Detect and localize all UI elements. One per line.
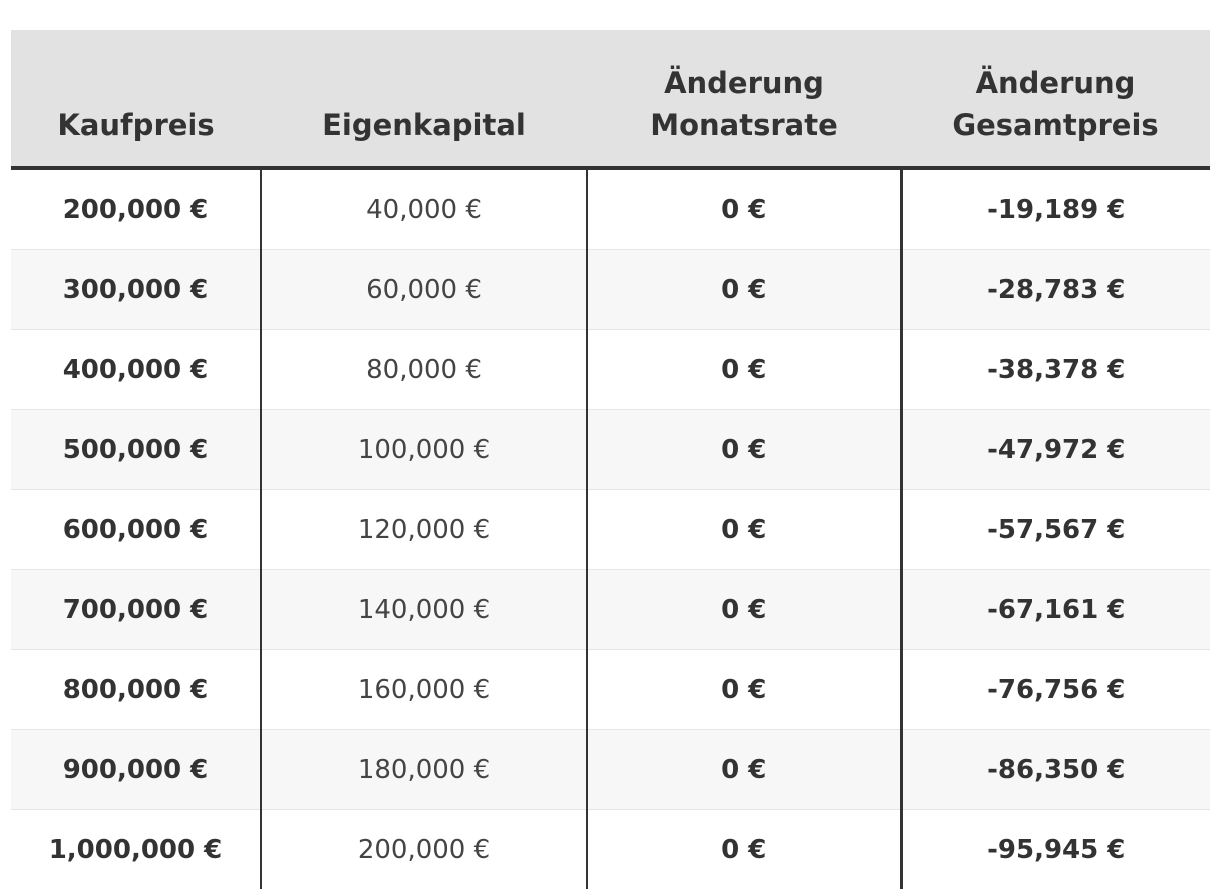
cell-kaufpreis: 500,000 €: [11, 410, 261, 490]
header-gesamtpreis-line2: Gesamtpreis: [952, 108, 1158, 142]
cell-aenderung-gesamtpreis: -28,783 €: [901, 250, 1210, 330]
cell-kaufpreis: 200,000 €: [11, 168, 261, 250]
table-row: [11, 410, 1210, 490]
header-gesamtpreis-line1: Änderung: [976, 66, 1136, 100]
cell-aenderung-gesamtpreis: -67,161 €: [901, 570, 1210, 650]
cell-aenderung-gesamtpreis: -76,756 €: [901, 650, 1210, 730]
header-aenderung-monatsrate: [587, 30, 901, 168]
cell-kaufpreis: 800,000 €: [11, 650, 261, 730]
cell-aenderung-gesamtpreis: -38,378 €: [901, 330, 1210, 410]
table-body: [11, 168, 1210, 889]
header-monatsrate-line2: Monatsrate: [650, 108, 838, 142]
table-row: [11, 650, 1210, 730]
cell-aenderung-gesamtpreis: -19,189 €: [901, 168, 1210, 250]
cell-kaufpreis: 1,000,000 €: [11, 810, 261, 889]
table-row: [11, 250, 1210, 330]
cell-eigenkapital: 100,000 €: [261, 410, 587, 490]
header-eigenkapital-label: Eigenkapital: [322, 108, 526, 142]
cell-aenderung-monatsrate: 0 €: [587, 730, 901, 810]
table-row: [11, 730, 1210, 810]
cell-eigenkapital: 40,000 €: [261, 168, 587, 250]
cell-aenderung-monatsrate: 0 €: [587, 650, 901, 730]
cell-aenderung-gesamtpreis: -47,972 €: [901, 410, 1210, 490]
cell-kaufpreis: 600,000 €: [11, 490, 261, 570]
cell-aenderung-monatsrate: 0 €: [587, 250, 901, 330]
cell-aenderung-monatsrate: 0 €: [587, 410, 901, 490]
cell-eigenkapital: 160,000 €: [261, 650, 587, 730]
table-row: [11, 330, 1210, 410]
cell-aenderung-monatsrate: 0 €: [587, 810, 901, 889]
cell-aenderung-monatsrate: 0 €: [587, 570, 901, 650]
price-table-container: [11, 30, 1210, 889]
cell-aenderung-monatsrate: 0 €: [587, 490, 901, 570]
cell-aenderung-gesamtpreis: -86,350 €: [901, 730, 1210, 810]
cell-aenderung-monatsrate: 0 €: [587, 330, 901, 410]
header-eigenkapital: [261, 30, 587, 168]
table-row: [11, 168, 1210, 250]
header-aenderung-gesamtpreis: [901, 30, 1210, 168]
cell-aenderung-monatsrate: 0 €: [587, 168, 901, 250]
cell-kaufpreis: 400,000 €: [11, 330, 261, 410]
cell-eigenkapital: 180,000 €: [261, 730, 587, 810]
cell-kaufpreis: 700,000 €: [11, 570, 261, 650]
header-monatsrate-line1: Änderung: [664, 66, 824, 100]
cell-kaufpreis: 900,000 €: [11, 730, 261, 810]
header-row: [11, 30, 1210, 168]
header-kaufpreis: [11, 30, 261, 168]
table-row: [11, 570, 1210, 650]
cell-aenderung-gesamtpreis: -95,945 €: [901, 810, 1210, 889]
cell-aenderung-gesamtpreis: -57,567 €: [901, 490, 1210, 570]
cell-eigenkapital: 140,000 €: [261, 570, 587, 650]
cell-eigenkapital: 120,000 €: [261, 490, 587, 570]
cell-eigenkapital: 200,000 €: [261, 810, 587, 889]
price-table: [11, 30, 1210, 889]
cell-eigenkapital: 60,000 €: [261, 250, 587, 330]
cell-kaufpreis: 300,000 €: [11, 250, 261, 330]
table-row: [11, 810, 1210, 889]
table-header: [11, 30, 1210, 168]
table-row: [11, 490, 1210, 570]
cell-eigenkapital: 80,000 €: [261, 330, 587, 410]
header-kaufpreis-label: Kaufpreis: [57, 108, 214, 142]
